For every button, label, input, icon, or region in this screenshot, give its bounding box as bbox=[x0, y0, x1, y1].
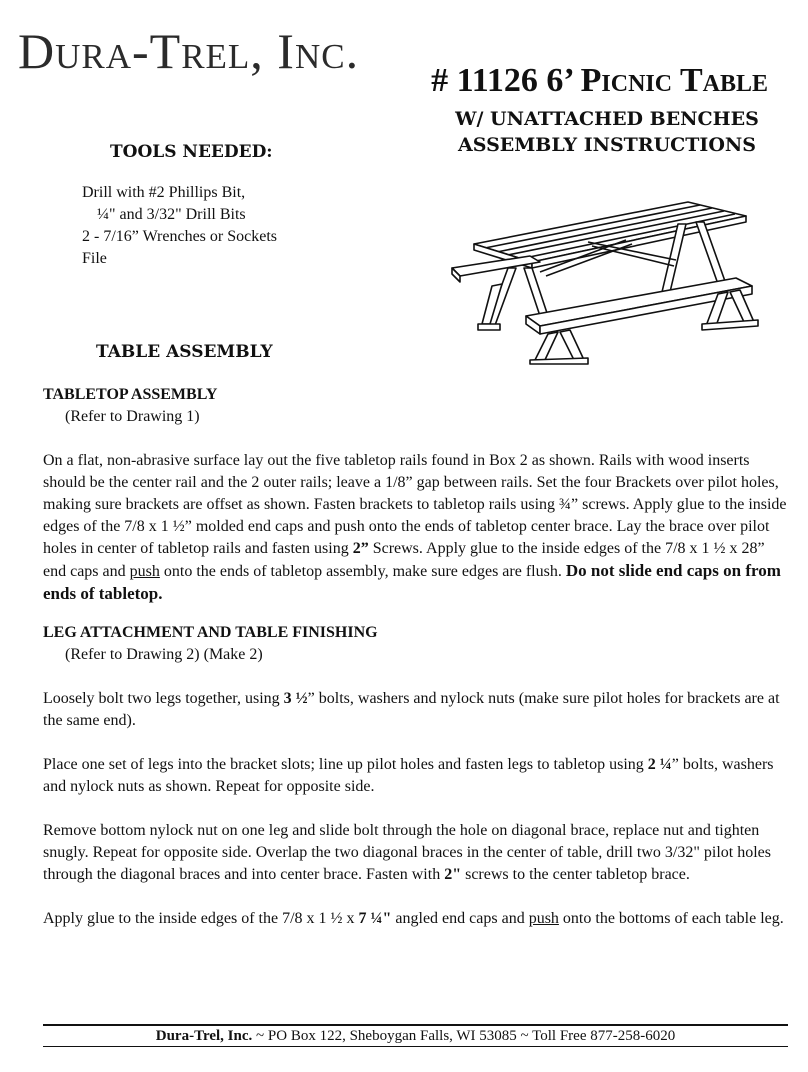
tool-item: 2 - 7/16” Wrenches or Sockets bbox=[82, 228, 278, 245]
legs-step-4: Apply glue to the inside edges of the 7/8 x 1 ½ x 7 ¼" angled end caps and push onto the bottoms of each table leg. bbox=[43, 910, 784, 927]
legs-step-1: Loosely bolt two legs together, using 3 ½” bolts, washers and nylock nuts (make sure pilot holes for brackets are at the same end). bbox=[43, 690, 780, 729]
company-logo: Dura-Trel, Inc. bbox=[18, 23, 360, 79]
table-assembly-heading: TABLE ASSEMBLY bbox=[96, 342, 273, 362]
leg-attachment-heading: LEG ATTACHMENT AND TABLE FINISHING bbox=[43, 624, 378, 641]
legs-step-3: Remove bottom nylock nut on one leg and slide bolt through the hole on diagonal brace, replace nut and tighten snugly. Repeat for opposite side. Overlap the two diagonal braces in the center of table, drill two 3/32" pilot holes through the diagonal braces and into center brace. Fasten with 2" screws to the center tabletop brace. bbox=[43, 822, 771, 883]
tabletop-instructions: On a flat, non-abrasive surface lay out the five tabletop rails found in Box 2 as shown. Rails with wood inserts should be the center rail and the 2 outer rails; leave a 1/8” gap between rails. Set the four Brackets over pilot holes, making sure brackets are offset as shown. Fasten brackets to tabletop rails using ¾” screws. Apply glue to the inside edges of the 7/8 x 1 ½” molded end caps and push onto the ends of tabletop center brace. Lay the brace over pilot holes in center of tabletop rails and fasten using 2” Screws. Apply glue to the inside edges of the 7/8 x 1 ½ x 28” end caps and push onto the ends of tabletop assembly, make sure edges are flush. Do not slide end caps on from ends of tabletop. bbox=[43, 452, 787, 603]
tool-item: File bbox=[82, 250, 107, 267]
tabletop-drawing-reference: (Refer to Drawing 1) bbox=[65, 408, 200, 425]
legs-drawing-reference: (Refer to Drawing 2) (Make 2) bbox=[65, 646, 263, 663]
tabletop-assembly-heading: TABLETOP ASSEMBLY bbox=[43, 386, 218, 403]
tool-item: Drill with #2 Phillips Bit, bbox=[82, 184, 246, 201]
picnic-table-illustration bbox=[448, 196, 768, 366]
product-title: # 11126 6’ Picnic Table bbox=[431, 62, 768, 99]
subtitle-line-2: ASSEMBLY INSTRUCTIONS bbox=[458, 134, 756, 156]
subtitle-line-1: W/ UNATTACHED BENCHES bbox=[455, 108, 759, 130]
tools-heading: TOOLS NEEDED: bbox=[110, 142, 273, 162]
tools-list bbox=[82, 182, 277, 270]
tabletop-assembly-section bbox=[43, 384, 788, 606]
footer-contact: Dura-Trel, Inc. ~ PO Box 122, Sheboygan Falls, WI 53085 ~ Toll Free 877-258-6020 bbox=[155, 1028, 676, 1044]
leg-attachment-section bbox=[43, 622, 788, 930]
legs-step-2: Place one set of legs into the bracket slots; line up pilot holes and fasten legs to tabletop using 2 ¼” bolts, washers and nylock nuts as shown. Repeat for opposite side. bbox=[43, 756, 774, 795]
tool-item: ¼" and 3/32" Drill Bits bbox=[97, 206, 246, 223]
footer-rule-bottom bbox=[43, 1046, 788, 1047]
